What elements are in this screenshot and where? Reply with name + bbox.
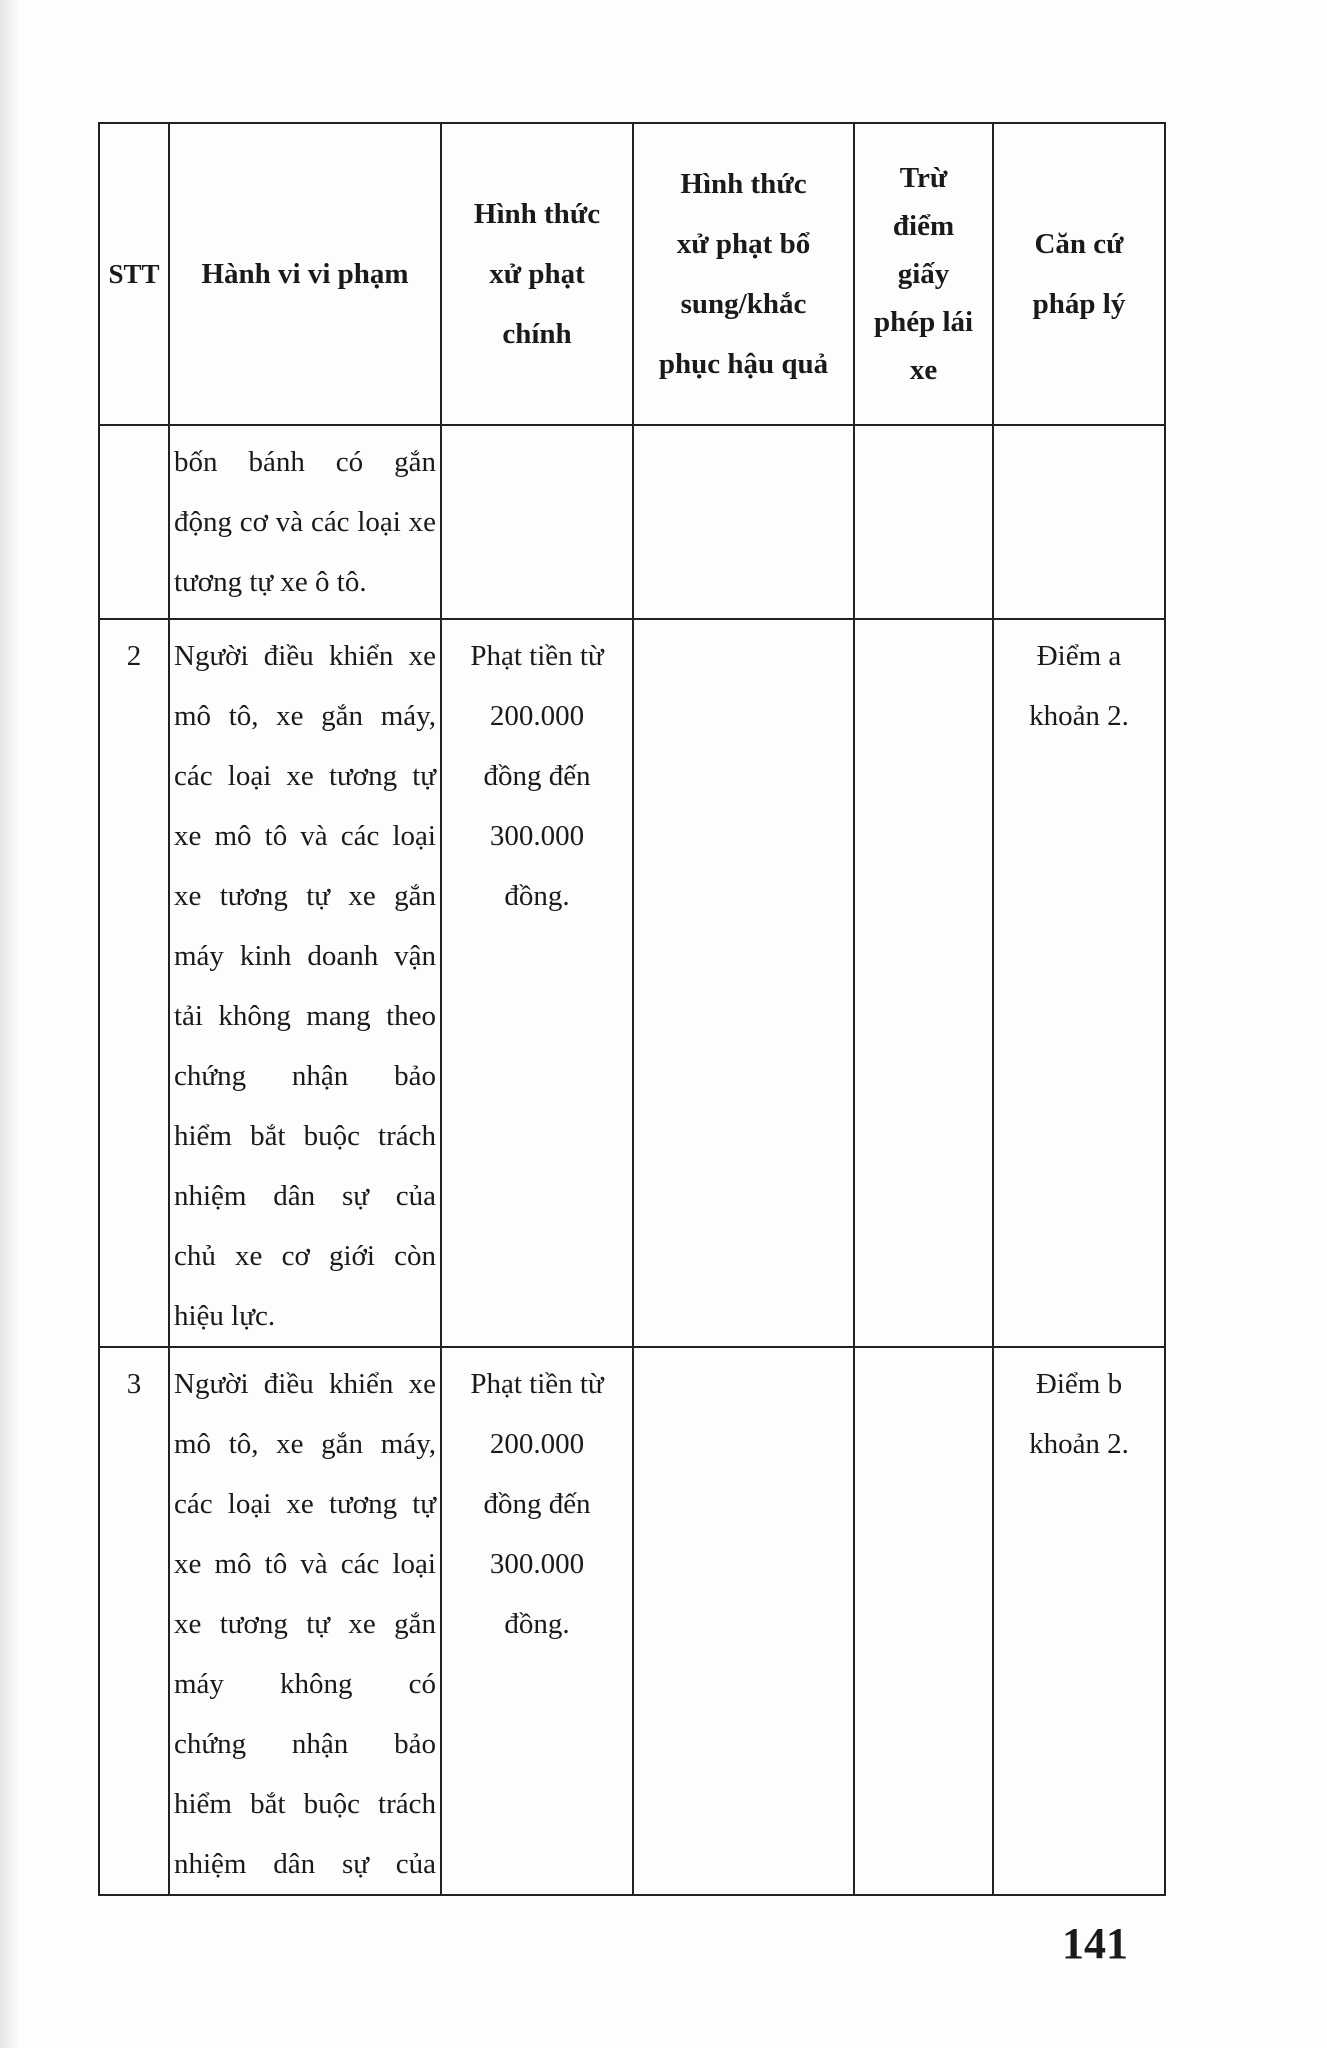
penalty-table (98, 122, 1166, 1896)
cell-stt: 3 (99, 1347, 169, 1895)
act-line: tải không mang theo (174, 1000, 436, 1032)
header-line: phép lái (873, 306, 974, 338)
penalty-line: đồng đến (483, 1488, 591, 1520)
penalty-line: 300.000 (489, 820, 585, 852)
cell-legal-basis (993, 425, 1165, 619)
act-line: mô tô, xe gắn máy, (174, 700, 436, 732)
header-line: Trừ (899, 162, 948, 194)
act-line: xe mô tô và các loại (174, 820, 436, 852)
act-line: mô tô, xe gắn máy, (174, 1428, 436, 1460)
act-line: chứng nhận bảo (174, 1728, 436, 1760)
header-additional-penalty (633, 123, 854, 425)
act-line: hiểm bắt buộc trách (174, 1120, 436, 1152)
cell-main-penalty (441, 1347, 633, 1895)
penalty-line: đồng đến (483, 760, 591, 792)
legal-basis-line: khoản 2. (1029, 1428, 1129, 1460)
act-line: nhiệm dân sự của (174, 1180, 436, 1212)
table-header-row (99, 123, 1165, 425)
cell-act (169, 619, 441, 1347)
header-line: phục hậu quả (658, 348, 829, 380)
cell-additional-penalty (633, 1347, 854, 1895)
penalty-line: đồng. (504, 880, 570, 912)
penalty-line: Phạt tiền từ (470, 1368, 604, 1400)
legal-basis-line: Điểm a (1036, 640, 1122, 672)
header-line: xe (909, 354, 938, 386)
cell-additional-penalty (633, 619, 854, 1347)
legal-basis-line: Điểm b (1035, 1368, 1123, 1400)
act-line: chủ xe cơ giới còn (174, 1240, 436, 1272)
act-line: máy không có (174, 1668, 436, 1700)
penalty-line: 200.000 (489, 1428, 585, 1460)
act-line: tương tự xe ô tô. (174, 566, 367, 598)
header-line: chính (502, 318, 572, 350)
cell-points-deducted (854, 425, 993, 619)
cell-additional-penalty (633, 425, 854, 619)
header-line: giấy (897, 258, 950, 290)
cell-main-penalty (441, 619, 633, 1347)
header-line: xử phạt (489, 258, 585, 290)
act-line: hiệu lực. (174, 1300, 276, 1332)
cell-main-penalty (441, 425, 633, 619)
header-line: xử phạt bổ (676, 228, 811, 260)
header-line: điểm (892, 210, 955, 242)
cell-act (169, 1347, 441, 1895)
act-line: động cơ và các loại xe (174, 506, 436, 538)
cell-legal-basis (993, 1347, 1165, 1895)
legal-basis-line: khoản 2. (1029, 700, 1129, 732)
header-act: Hành vi vi phạm (169, 123, 441, 425)
header-line: pháp lý (1032, 288, 1126, 320)
cell-stt (99, 425, 169, 619)
act-line: xe mô tô và các loại (174, 1548, 436, 1580)
act-line: nhiệm dân sự của (174, 1848, 436, 1880)
cell-points-deducted (854, 619, 993, 1347)
header-points-deducted (854, 123, 993, 425)
act-line: xe tương tự xe gắn (174, 880, 436, 912)
page-number: 141 (1062, 1919, 1128, 1968)
act-line: Người điều khiển xe (174, 640, 436, 672)
act-line: hiểm bắt buộc trách (174, 1788, 436, 1820)
act-line: các loại xe tương tự (174, 760, 436, 792)
act-line: bốn bánh có gắn (174, 446, 436, 478)
act-line: Người điều khiển xe (174, 1368, 436, 1400)
table-row (99, 619, 1165, 1347)
page-edge-shadow (0, 0, 18, 2048)
table-row (99, 1347, 1165, 1895)
act-line: xe tương tự xe gắn (174, 1608, 436, 1640)
cell-legal-basis (993, 619, 1165, 1347)
cell-points-deducted (854, 1347, 993, 1895)
act-line: chứng nhận bảo (174, 1060, 436, 1092)
penalty-line: đồng. (504, 1608, 570, 1640)
penalty-line: Phạt tiền từ (470, 640, 604, 672)
penalty-line: 300.000 (489, 1548, 585, 1580)
cell-act (169, 425, 441, 619)
act-line: các loại xe tương tự (174, 1488, 436, 1520)
header-stt: STT (99, 123, 169, 425)
header-legal-basis (993, 123, 1165, 425)
header-line: Căn cứ (1034, 228, 1124, 260)
header-line: sung/khắc (680, 288, 807, 320)
act-line: máy kinh doanh vận (174, 940, 436, 972)
penalty-line: 200.000 (489, 700, 585, 732)
cell-stt: 2 (99, 619, 169, 1347)
header-line: Hình thức (473, 198, 601, 230)
table-row (99, 425, 1165, 619)
header-main-penalty (441, 123, 633, 425)
header-line: Hình thức (680, 168, 807, 200)
